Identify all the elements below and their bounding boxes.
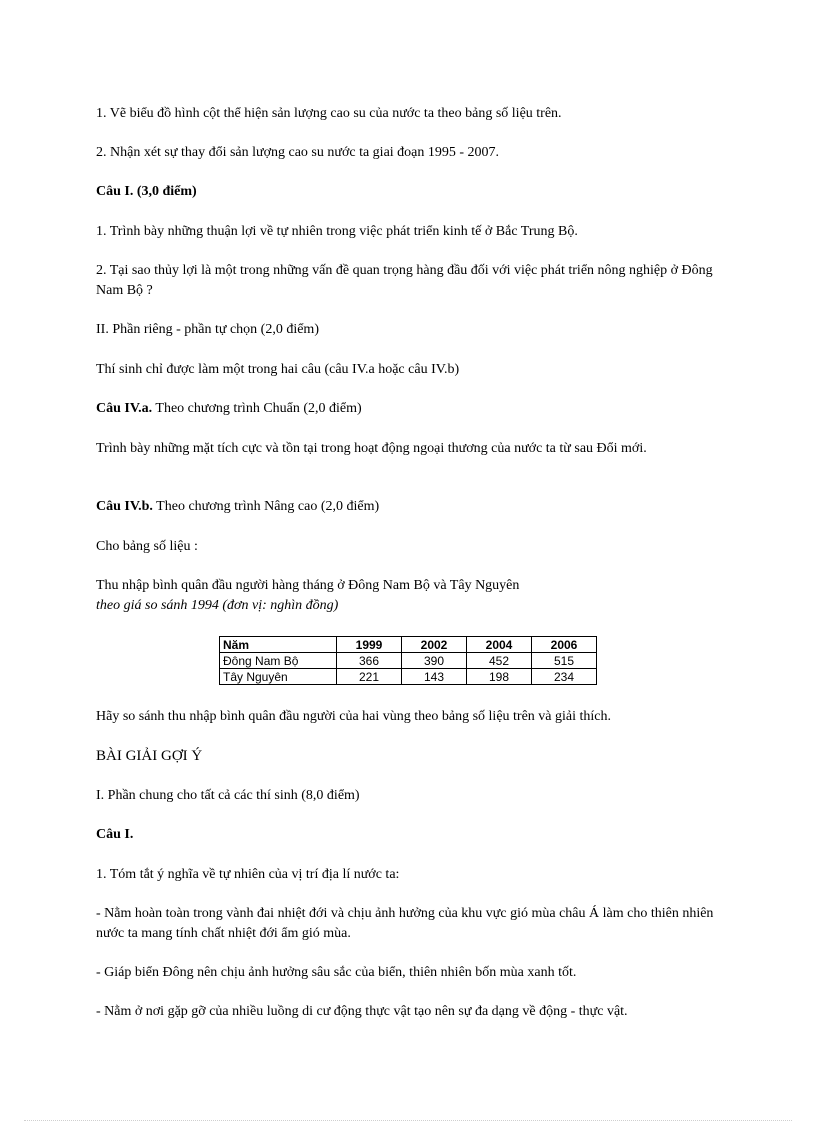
table-cell: Tây Nguyên: [220, 669, 337, 685]
table-header-row: [220, 637, 597, 653]
question-bac-trung-bo: 1. Trình bày những thuận lợi về tự nhiên trong việc phát triển kinh tế ở Bắc Trung Bộ.: [96, 224, 578, 239]
answer-bullet-1: - Nằm hoàn toàn trong vành đai nhiệt đới và chịu ảnh hưởng của khu vực gió mùa châu Á làm cho thiên nhiên nước ta mang tính chất nhiệt đới ẩm gió mùa.: [96, 906, 714, 941]
section-i-heading: I. Phần chung cho tất cả các thí sinh (8,0 điểm): [96, 788, 360, 803]
cau-i-answer-heading: Câu I.: [96, 827, 134, 842]
section-ii-heading: II. Phần riêng - phần tự chọn (2,0 điểm): [96, 322, 319, 337]
table-header-cell: 2006: [532, 637, 597, 653]
cau-ivb-text: Theo chương trình Nâng cao (2,0 điểm): [152, 499, 380, 514]
cau-iva-text: Theo chương trình Chuẩn (2,0 điểm): [152, 401, 362, 416]
answer-guide-heading: BÀI GIẢI GỢI Ý: [96, 748, 203, 764]
table-cell: 515: [532, 653, 597, 669]
table-cell: 366: [337, 653, 402, 669]
question-thuy-loi: 2. Tại sao thủy lợi là một trong những vấn đề quan trọng hàng đầu đối với việc phát triển nông nghiệp ở Đông Nam Bộ ?: [96, 263, 713, 298]
table-cell: 234: [532, 669, 597, 685]
table-cell: 390: [402, 653, 467, 669]
table-header-cell: 2002: [402, 637, 467, 653]
cau-iva-label: Câu IV.a.: [96, 401, 153, 416]
table-cell: Đông Nam Bộ: [220, 653, 337, 669]
table-cell: 143: [402, 669, 467, 685]
data-table-intro: Cho bảng số liệu :: [96, 539, 198, 554]
page-bottom-divider: [24, 1120, 792, 1121]
cau-i-heading: Câu I. (3,0 điểm): [96, 184, 197, 199]
table-cell: 198: [467, 669, 532, 685]
table-cell: 452: [467, 653, 532, 669]
choice-instruction: Thí sinh chỉ được làm một trong hai câu (câu IV.a hoặc câu IV.b): [96, 362, 460, 377]
table-header-cell: 2004: [467, 637, 532, 653]
table-cell: 221: [337, 669, 402, 685]
table-header-cell: Năm: [220, 637, 337, 653]
question-ngoai-thuong: Trình bày những mặt tích cực và tồn tại trong hoạt động ngoại thương của nước ta từ sau Đổi mới.: [96, 441, 647, 456]
question-1-draw-chart: 1. Vẽ biểu đồ hình cột thể hiện sản lượng cao su của nước ta theo bảng số liệu trên.: [96, 106, 562, 121]
cau-iva-heading: [96, 399, 716, 419]
question-compare-income: Hãy so sánh thu nhập bình quân đầu người của hai vùng theo bảng số liệu trên và giải thích.: [96, 709, 611, 724]
table-title: Thu nhập bình quân đầu người hàng tháng ở Đông Nam Bộ và Tây Nguyên: [96, 578, 520, 593]
answer-bullet-3: - Nằm ở nơi gặp gỡ của nhiều luồng di cư động thực vật tạo nên sự đa dạng về động - thực vật.: [96, 1004, 628, 1019]
table-row: [220, 653, 597, 669]
table-header-cell: 1999: [337, 637, 402, 653]
table-subtitle: theo giá so sánh 1994 (đơn vị: nghìn đồng): [96, 598, 339, 613]
cau-ivb-heading: [96, 497, 716, 517]
answer-bullet-2: - Giáp biển Đông nên chịu ảnh hưởng sâu sắc của biển, thiên nhiên bốn mùa xanh tốt.: [96, 965, 577, 980]
income-table: [219, 636, 597, 685]
question-2-comment: 2. Nhận xét sự thay đổi sản lượng cao su nước ta giai đoạn 1995 - 2007.: [96, 145, 500, 160]
answer-1-summary: 1. Tóm tắt ý nghĩa về tự nhiên của vị trí địa lí nước ta:: [96, 867, 400, 882]
cau-ivb-label: Câu IV.b.: [96, 499, 153, 514]
table-row: [220, 669, 597, 685]
